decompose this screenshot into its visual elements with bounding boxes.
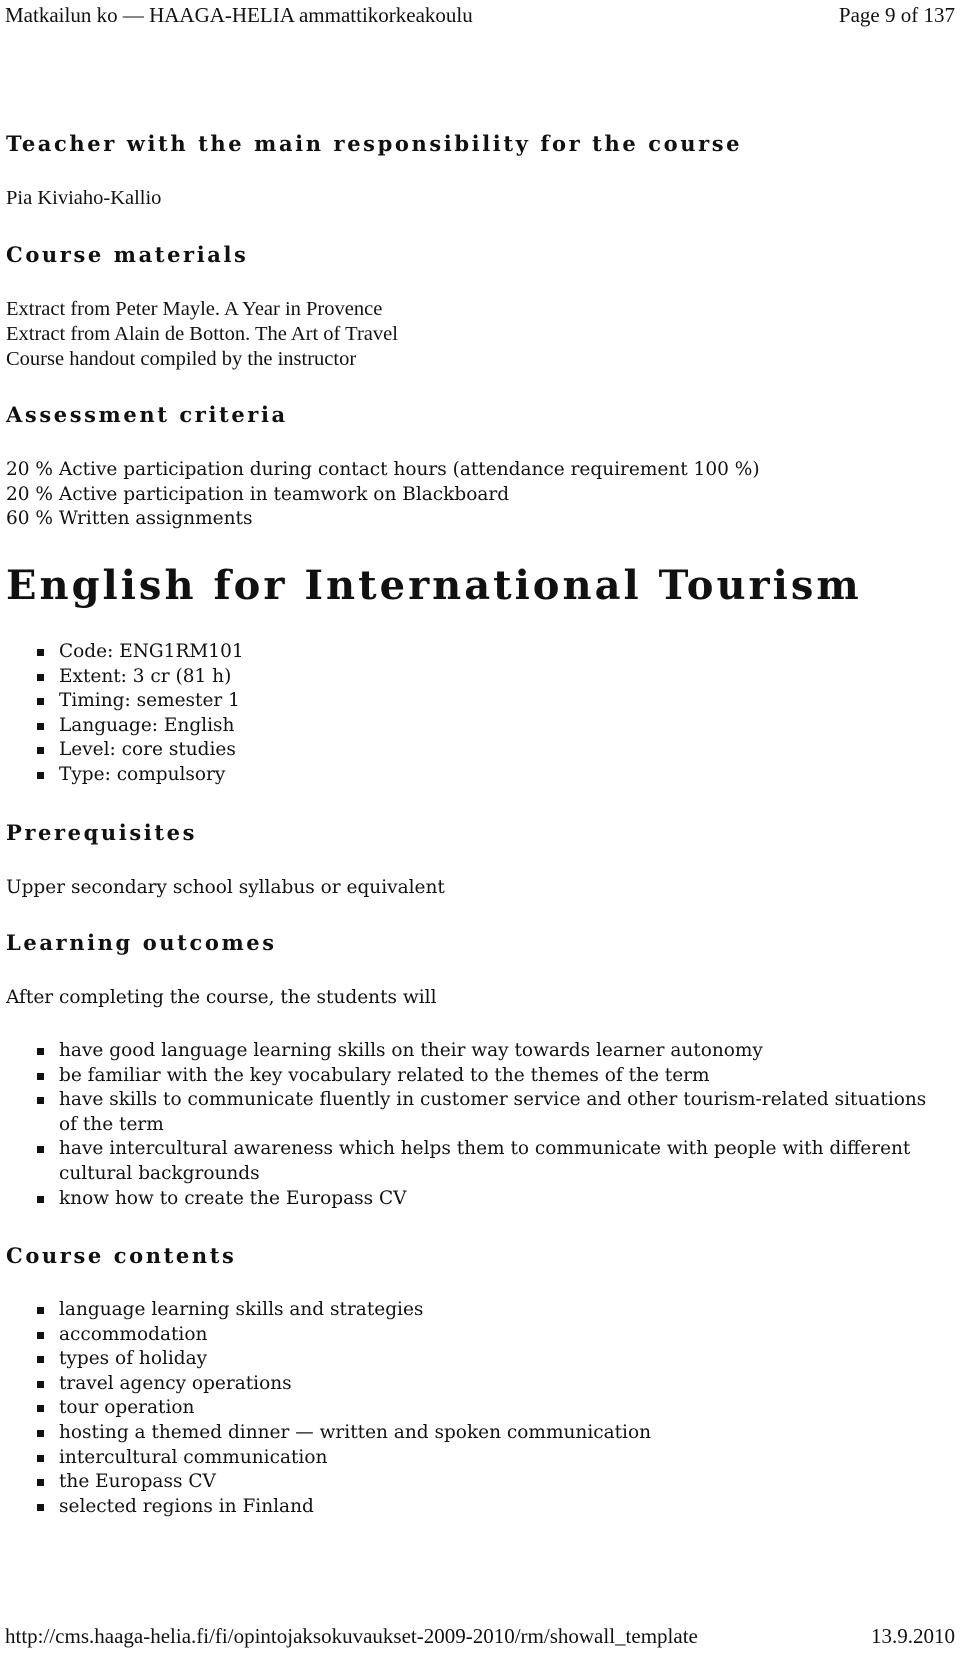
list-item: have intercultural awareness which helps them to communicate with people with different cultural backgrounds	[0, 1137, 939, 1186]
list-item: Extent: 3 cr (81 h)	[0, 665, 939, 690]
list-item: Level: core studies	[0, 738, 939, 763]
course-title: English for International Tourism	[6, 562, 862, 609]
source-url: http://cms.haaga-helia.fi/fi/opintojaksokuvaukset-2009-2010/rm/showall_template	[5, 1624, 698, 1648]
list-item: accommodation	[0, 1323, 939, 1348]
list-item: tour operation	[0, 1396, 939, 1421]
list-item: selected regions in Finland	[0, 1495, 939, 1520]
list-item: hosting a themed dinner — written and spoken communication	[0, 1421, 939, 1446]
outcomes-heading: Learning outcomes	[6, 930, 277, 955]
page-footer	[5, 1623, 955, 1649]
assessment-list	[6, 458, 760, 532]
list-item: Language: English	[0, 714, 939, 739]
prerequisites-text: Upper secondary school syllabus or equivalent	[6, 877, 445, 898]
list-item: be familiar with the key vocabulary related to the themes of the term	[0, 1064, 939, 1089]
assessment-line: 20 % Active participation during contact hours (attendance requirement 100 %)	[6, 459, 760, 480]
teacher-heading: Teacher with the main responsibility for the course	[6, 131, 743, 156]
page-number: Page 9 of 137	[838, 3, 955, 27]
list-item: language learning skills and strategies	[0, 1298, 939, 1323]
list-item: have skills to communicate fluently in customer service and other tourism-related situations of the term	[0, 1088, 939, 1137]
materials-line: Course handout compiled by the instructor	[6, 348, 357, 370]
contents-list	[0, 1298, 939, 1519]
list-item: have good language learning skills on their way towards learner autonomy	[0, 1039, 939, 1064]
contents-heading: Course contents	[6, 1243, 237, 1268]
prerequisites-heading: Prerequisites	[6, 820, 198, 845]
assessment-line: 60 % Written assignments	[6, 508, 253, 530]
list-item: intercultural communication	[0, 1446, 939, 1471]
document-title: Matkailun ko — HAAGA-HELIA ammattikorkeakoulu	[5, 3, 473, 27]
materials-line: Extract from Alain de Botton. The Art of Travel	[6, 323, 398, 345]
assessment-heading: Assessment criteria	[6, 402, 288, 427]
print-date: 13.9.2010	[871, 1624, 955, 1648]
outcomes-intro: After completing the course, the students will	[6, 987, 437, 1008]
list-item: Timing: semester 1	[0, 689, 939, 714]
list-item: know how to create the Europass CV	[0, 1187, 939, 1212]
assessment-line: 20 % Active participation in teamwork on Blackboard	[6, 483, 510, 505]
outcomes-list	[0, 1039, 939, 1211]
list-item: Type: compulsory	[0, 763, 939, 788]
list-item: the Europass CV	[0, 1470, 939, 1495]
materials-heading: Course materials	[6, 242, 249, 267]
course-facts-list	[0, 640, 939, 788]
list-item: travel agency operations	[0, 1372, 939, 1397]
list-item: types of holiday	[0, 1347, 939, 1372]
list-item: Code: ENG1RM101	[0, 640, 939, 665]
page-header	[5, 2, 955, 28]
teacher-name: Pia Kiviaho-Kallio	[6, 187, 162, 209]
materials-line: Extract from Peter Mayle. A Year in Provence	[6, 298, 383, 320]
materials-list	[6, 297, 398, 372]
